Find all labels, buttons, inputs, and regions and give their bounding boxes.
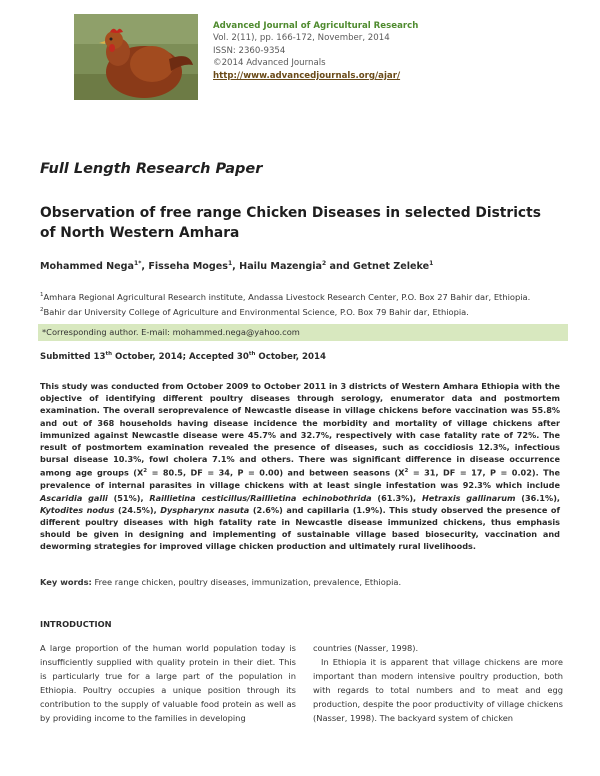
author-name: Getnet Zeleke [353, 261, 430, 273]
section-heading-introduction: INTRODUCTION [40, 619, 112, 629]
affiliation-line: $^1$Amhara Regional Agricultural Research institute, Andassa Livestock Research Center, P.O. Box 27 Bahir dar, Ethiopia. [40, 291, 531, 302]
author-name: Fisseha Moges [148, 261, 228, 273]
journal-logo-hen-image [74, 14, 198, 100]
affiliation-line: $^2$Bahir dar University College of Agriculture and Environmental Science, P.O. Box 79 Bahir dar, Ethiopia. [40, 307, 469, 318]
journal-volume: Vol. 2(11), pp. 166-172, November, 2014 [213, 33, 390, 44]
submission-dates: Submitted 13th October, 2014; Accepted 30th October, 2014 [40, 351, 326, 362]
paper-type-label: Full Length Research Paper [40, 161, 263, 177]
author-affiliation-mark: 2 [322, 260, 327, 267]
author-affiliation-mark: 1 [227, 260, 233, 267]
intro-left-column: A large proportion of the human world population today is insufficiently supplied with quality protein in their diet. This is particularly true for a large part of the population in Ethiopia. Poultry occupies a unique position through its contribution to the supply of valuable food protein as well as by providing income to the families in developing [40, 643, 296, 724]
abstract-text: This study was conducted from October 2009 to October 2011 in 3 districts of Western Amhara Ethiopia with the objective of identifying different poultry diseases through serology, enumerator data and postmortem examination. The overall seroprevalence of Newcastle disease in village chickens before vaccination was 55.8% and out of 368 households having disease incidence the morbidity and mortality of village chickens after immunized against Newcastle disease were 45.7% and 32.7%, respectively with case fatality rate of 72%. The result of postmortem examination revealed the presence of diseases, such as coccidiosis 12.3%, infectious bursal disease 10.3%, fowl cholera 7.1% and others. There was significant difference in disease occurrence among age groups ($X^2 = 80.5$, DF = 34, P = 0.00) and between seasons ($X^2 = 31$, DF = 17, P = 0.02). The prevalence of internal parasites in village chickens with at least single infestation was 92.3% which include Ascaridia galli (51%), Raillietina cesticillus/Raillietina echinobothrida (61.3%), Hetraxis gallinarum (36.1%), Kytodites nodus (24.5%), Dyspharynx nasuta (2.6%) and capillaria (1.9%). This study observed the presence of different poultry diseases with high fatality rate in Newcastle disease immunized chickens, thus emphasis should be given in designing and implementing of sustainable village based biosecurity, vaccination and deworming strategies for improved village chicken production and ultimately rural livelihoods. [40, 381, 561, 552]
author-separator: and [326, 261, 354, 273]
keywords-list: Free range chicken, poultry diseases, immunization, prevalence, Ethiopia. [91, 577, 402, 587]
keywords-label: Key words: [40, 577, 92, 587]
intro-paragraph: In Ethiopia it is apparent that village chickens are more important than modern intensive poultry production, both with regards to total numbers and to meat and egg production, despite the poor productivity of village chickens (Nasser, 1998). The backyard system of chicken [313, 657, 563, 724]
journal-url-link[interactable]: http://www.advancedjournals.org/ajar/ [213, 70, 401, 81]
keywords-line [40, 577, 401, 587]
author-name: Mohammed Nega [40, 261, 135, 273]
journal-header [213, 20, 418, 82]
intro-right-column [313, 641, 563, 726]
author-affiliation-mark: 1 [429, 260, 434, 267]
intro-paragraph: countries (Nasser, 1998). [313, 643, 419, 653]
author-affiliation-mark: 1* [134, 260, 142, 267]
author-separator: , [232, 261, 240, 273]
journal-name: Advanced Journal of Agricultural Research [213, 21, 419, 31]
corresponding-author-bar: *Corresponding author. E-mail: mohammed.nega@yahoo.com [38, 324, 568, 341]
paper-title: Observation of free range Chicken Diseases in selected Districts of North Western Amhara [40, 205, 541, 241]
author-separator: , [141, 261, 149, 273]
author-name: Hailu Mazengia [239, 261, 322, 273]
affiliations [40, 289, 530, 320]
journal-copyright: ©2014 Advanced Journals [213, 58, 326, 69]
author-list [40, 260, 433, 272]
journal-issn: ISSN: 2360-9354 [213, 45, 286, 56]
